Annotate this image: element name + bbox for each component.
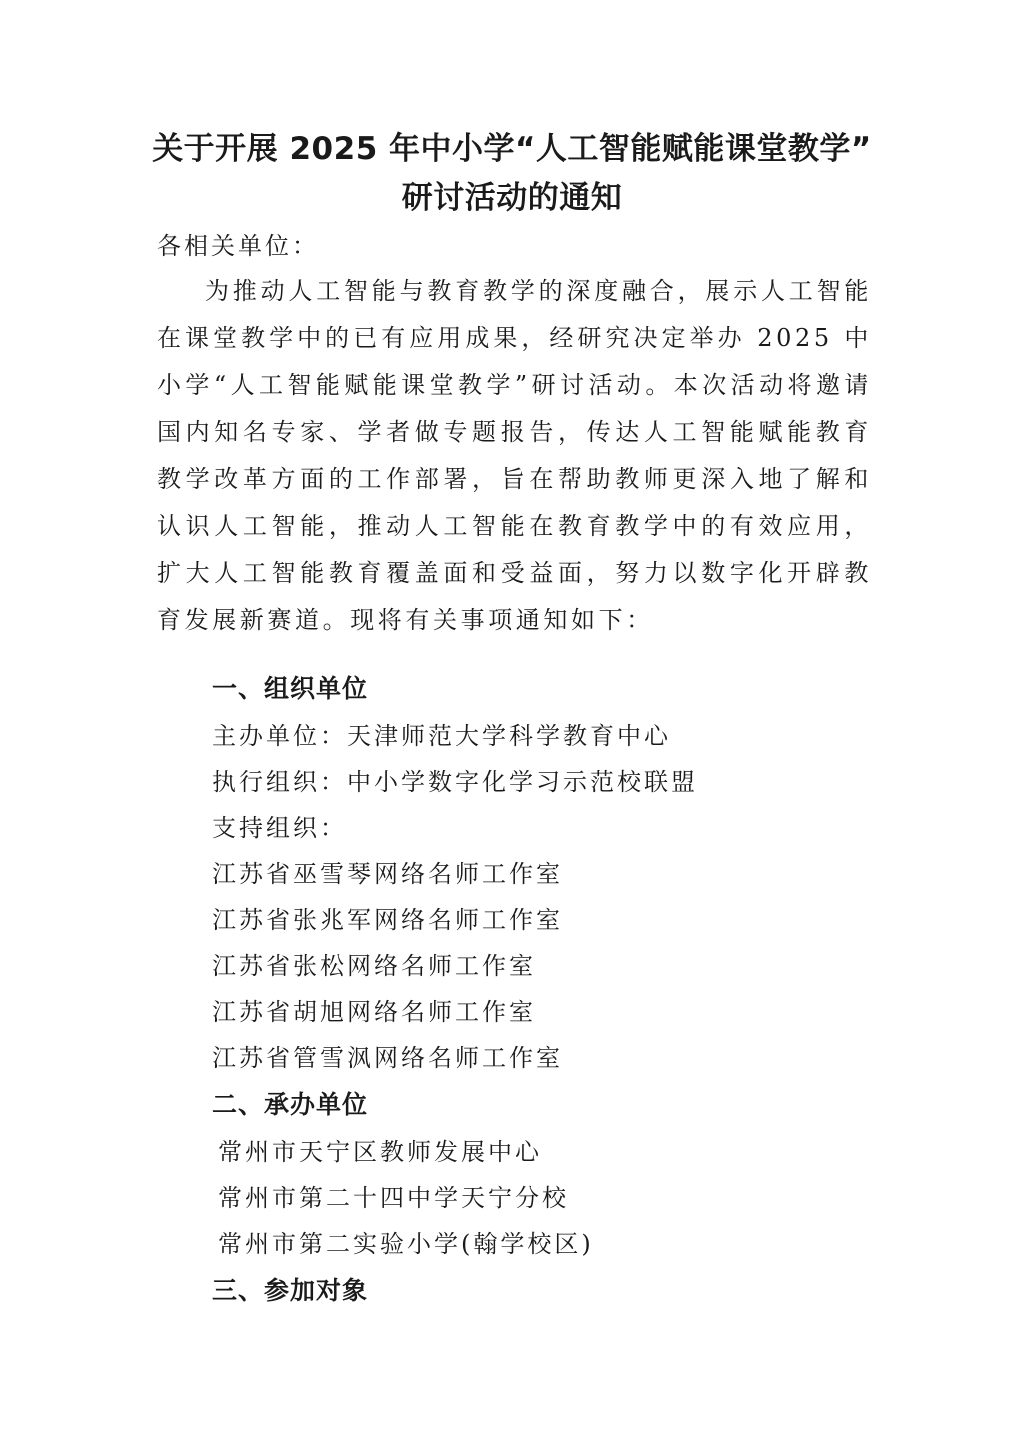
support-item: 江苏省张松网络名师工作室 (212, 952, 536, 980)
undertaker-item: 常州市第二十四中学天宁分校 (218, 1184, 569, 1212)
support-item: 江苏省管雪沨网络名师工作室 (212, 1044, 563, 1072)
salutation: 各相关单位： (157, 232, 319, 260)
document-title-line-2: 研讨活动的通知 (401, 180, 623, 216)
support-label: 支持组织： (212, 814, 347, 842)
section-heading-organizers: 一、组织单位 (212, 674, 369, 703)
document-title-line-1: 关于开展 2025 年中小学“人工智能赋能课堂教学” (152, 131, 872, 167)
undertaker-item: 常州市天宁区教师发展中心 (218, 1138, 542, 1166)
body-paragraph: 为推动人工智能与教育教学的深度融合，展示人工智能在课堂教学中的已有应用成果，经研究决定举办 2025 中小学“人工智能赋能课堂教学”研讨活动。本次活动将邀请国内知名专家、学者做专题报告，传达人工智能赋能教育教学改革方面的工作部署，旨在帮助教师更深入地了解和认识人工智能，推动人工智能在教育教学中的有效应用，扩大人工智能教育覆盖面和受益面，努力以数字化开辟教育发展新赛道。现将有关事项通知如下： (157, 277, 872, 634)
section-heading-participants: 三、参加对象 (212, 1276, 369, 1305)
support-item: 江苏省张兆军网络名师工作室 (212, 906, 563, 934)
support-item: 江苏省胡旭网络名师工作室 (212, 998, 536, 1026)
host-unit: 主办单位：天津师范大学科学教育中心 (212, 722, 671, 750)
undertaker-item: 常州市第二实验小学(翰学校区) (218, 1230, 594, 1258)
executive-organization: 执行组织：中小学数字化学习示范校联盟 (212, 768, 698, 796)
support-item: 江苏省巫雪琴网络名师工作室 (212, 860, 563, 888)
section-heading-undertakers: 二、承办单位 (212, 1090, 369, 1119)
